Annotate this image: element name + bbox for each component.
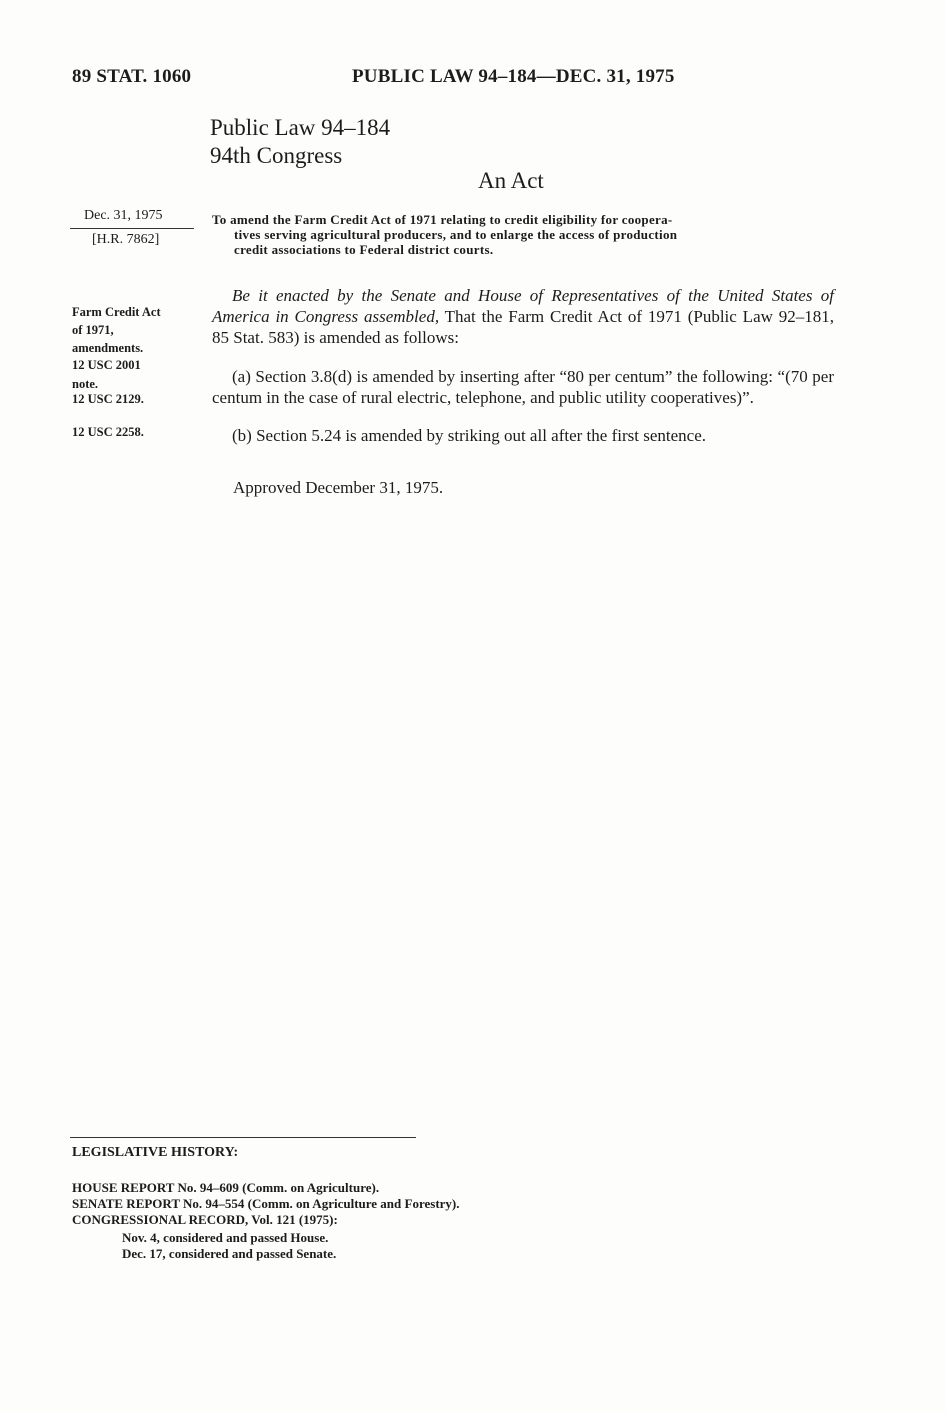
- sidenote-farm-credit-1: Farm Credit Act: [72, 305, 161, 319]
- sidenote-usc-2129: 12 USC 2129.: [72, 392, 144, 406]
- enacting-clause-italic: Be it enacted by the Senate and House of Representatives of the United States of America in Congress assembled,: [212, 286, 834, 326]
- approval-line: Approved December 31, 1975.: [233, 478, 444, 497]
- congressional-record: CONGRESSIONAL RECORD, Vol. 121 (1975):: [72, 1212, 338, 1227]
- section-a: (a) Section 3.8(d) is amended by inserting after “80 per centum” the following: “(70 per centum in the case of rural electric, telephone, and public utility cooperatives)”.: [212, 367, 834, 407]
- date-divider: [70, 228, 194, 229]
- running-title: PUBLIC LAW 94–184—DEC. 31, 1975: [352, 66, 675, 87]
- sidenote-usc-2258: 12 USC 2258.: [72, 425, 144, 439]
- record-entry-nov4: Nov. 4, considered and passed House.: [122, 1230, 329, 1245]
- house-report: HOUSE REPORT No. 94–609 (Comm. on Agriculture).: [72, 1180, 380, 1195]
- senate-report: SENATE REPORT No. 94–554 (Comm. on Agriculture and Forestry).: [72, 1196, 460, 1211]
- congress-title: 94th Congress: [210, 143, 343, 168]
- purpose-line-2: tives serving agricultural producers, and to enlarge the access of production: [234, 227, 678, 242]
- purpose-line-1: To amend the Farm Credit Act of 1971 relating to credit eligibility for coopera-: [212, 212, 673, 227]
- purpose-line-3: credit associations to Federal district courts.: [234, 242, 494, 257]
- sidenote-farm-credit-3: amendments.: [72, 341, 144, 355]
- legislative-history-divider: [70, 1137, 416, 1138]
- sidenote-farm-credit-2: of 1971,: [72, 323, 114, 337]
- bill-number: [H.R. 7862]: [92, 232, 160, 247]
- stat-page-number: 89 STAT. 1060: [72, 66, 192, 87]
- law-title: Public Law 94–184: [210, 115, 391, 140]
- enacting-clause: [212, 285, 834, 348]
- sidenote-usc-2001: 12 USC 2001: [72, 358, 141, 372]
- record-entry-dec17: Dec. 17, considered and passed Senate.: [122, 1246, 337, 1261]
- enacting-clause-rest: That the Farm Credit Act of 1971 (Public Law 92–181, 85 Stat. 583) is amended as follows:: [212, 307, 834, 347]
- section-b: (b) Section 5.24 is amended by striking out all after the first sentence.: [232, 426, 706, 445]
- act-heading: An Act: [478, 168, 544, 193]
- enactment-date: Dec. 31, 1975: [84, 208, 163, 223]
- sidenote-note: note.: [72, 377, 99, 391]
- purpose-statement: [212, 212, 834, 257]
- legislative-history-heading: LEGISLATIVE HISTORY:: [72, 1145, 239, 1160]
